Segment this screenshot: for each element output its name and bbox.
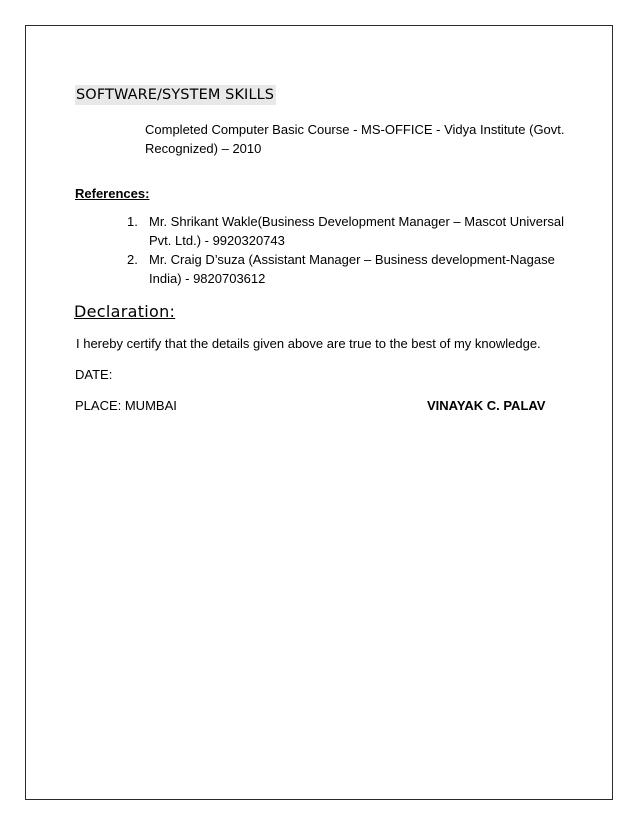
references-list [127,212,572,288]
reference-item-2 [127,250,572,288]
signature-name: VINAYAK C. PALAV [427,398,546,413]
declaration-text: I hereby certify that the details given above are true to the best of my knowledge. [76,336,541,351]
references-heading: References: [75,186,150,201]
software-skills-text: Completed Computer Basic Course - MS-OFFICE - Vidya Institute (Govt. Recognized) – 2010 [145,122,565,156]
declaration-heading: Declaration: [74,302,176,321]
place-label: PLACE: MUMBAI [75,398,177,413]
reference-text: Mr. Craig D’suza (Assistant Manager – Business development-Nagase India) - 9820703612 [149,252,555,286]
reference-item-1 [127,212,572,250]
reference-number: 1. [127,214,138,229]
reference-number: 2. [127,252,138,267]
software-skills-heading: SOFTWARE/SYSTEM SKILLS [76,87,275,103]
date-label: DATE: [75,367,113,382]
reference-text: Mr. Shrikant Wakle(Business Development Manager – Mascot Universal Pvt. Ltd.) - 9920320743 [149,214,564,248]
